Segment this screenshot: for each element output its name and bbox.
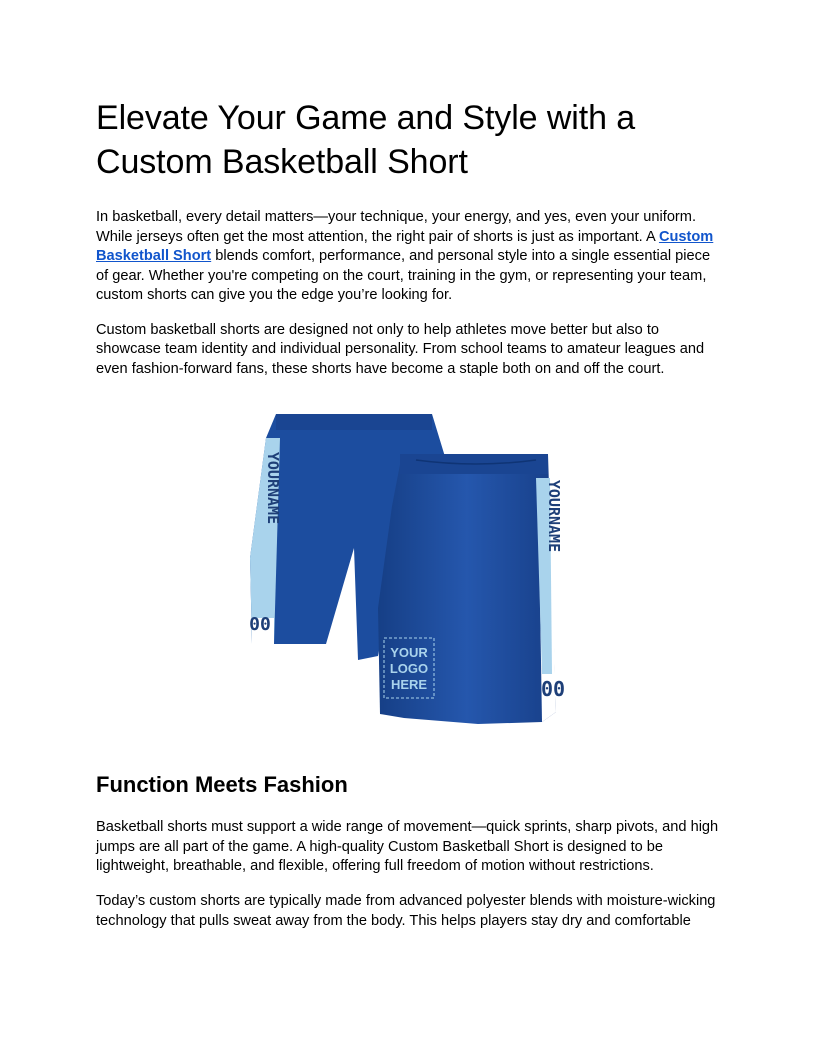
document-body	[96, 96, 720, 379]
logo-line-2: LOGO	[389, 661, 429, 676]
back-side-name: YOURNAME	[264, 451, 282, 525]
front-side-name: YOURNAME	[545, 479, 563, 553]
section-heading: Function Meets Fashion	[96, 772, 348, 797]
paragraph-2: Custom basketball shorts are designed not only to help athletes move better but also to showcase team identity and individual personality. From school teams to amateur leagues and even fashion-forward fans, these shorts have become a staple both on and off the court.	[96, 321, 705, 377]
logo-line-3: HERE	[390, 677, 428, 692]
basketball-shorts-image	[246, 408, 566, 738]
paragraph-3: Basketball shorts must support a wide range of movement—quick sprints, sharp pivots, and high jumps are all part of the game. A high-quality Custom Basketball Short is designed to be lightweight, breathable, and flexible, offering full freedom of motion without restrictions.	[96, 819, 719, 874]
article-title: Elevate Your Game and Style with a Custom Basketball Short	[96, 99, 636, 181]
front-shorts	[378, 454, 565, 724]
intro-paragraph	[96, 208, 720, 306]
paragraph-4: Today’s custom shorts are typically made from advanced polyester blends with moisture-wicking technology that pulls sweat away from the body. This helps players stay dry and comfortable	[96, 893, 716, 929]
front-side-number: 00	[540, 677, 566, 701]
intro-text-before-link: In basketball, every detail matters—your technique, your energy, and yes, even your uniform. While jerseys often get the most attention, the right pair of shorts is just as important. A	[96, 209, 697, 245]
logo-line-1: YOUR	[390, 645, 428, 660]
back-side-number: 00	[249, 614, 271, 635]
shorts-illustration	[246, 408, 566, 738]
custom-basketball-short-link[interactable]: Custom Basketball Short	[96, 228, 714, 264]
intro-text-after-link: blends comfort, performance, and personal style into a single essential piece of gear. Whether you're competing on the court, training in the gym, or representing your team, custom shorts can give you the edge you’re looking for.	[96, 248, 711, 303]
